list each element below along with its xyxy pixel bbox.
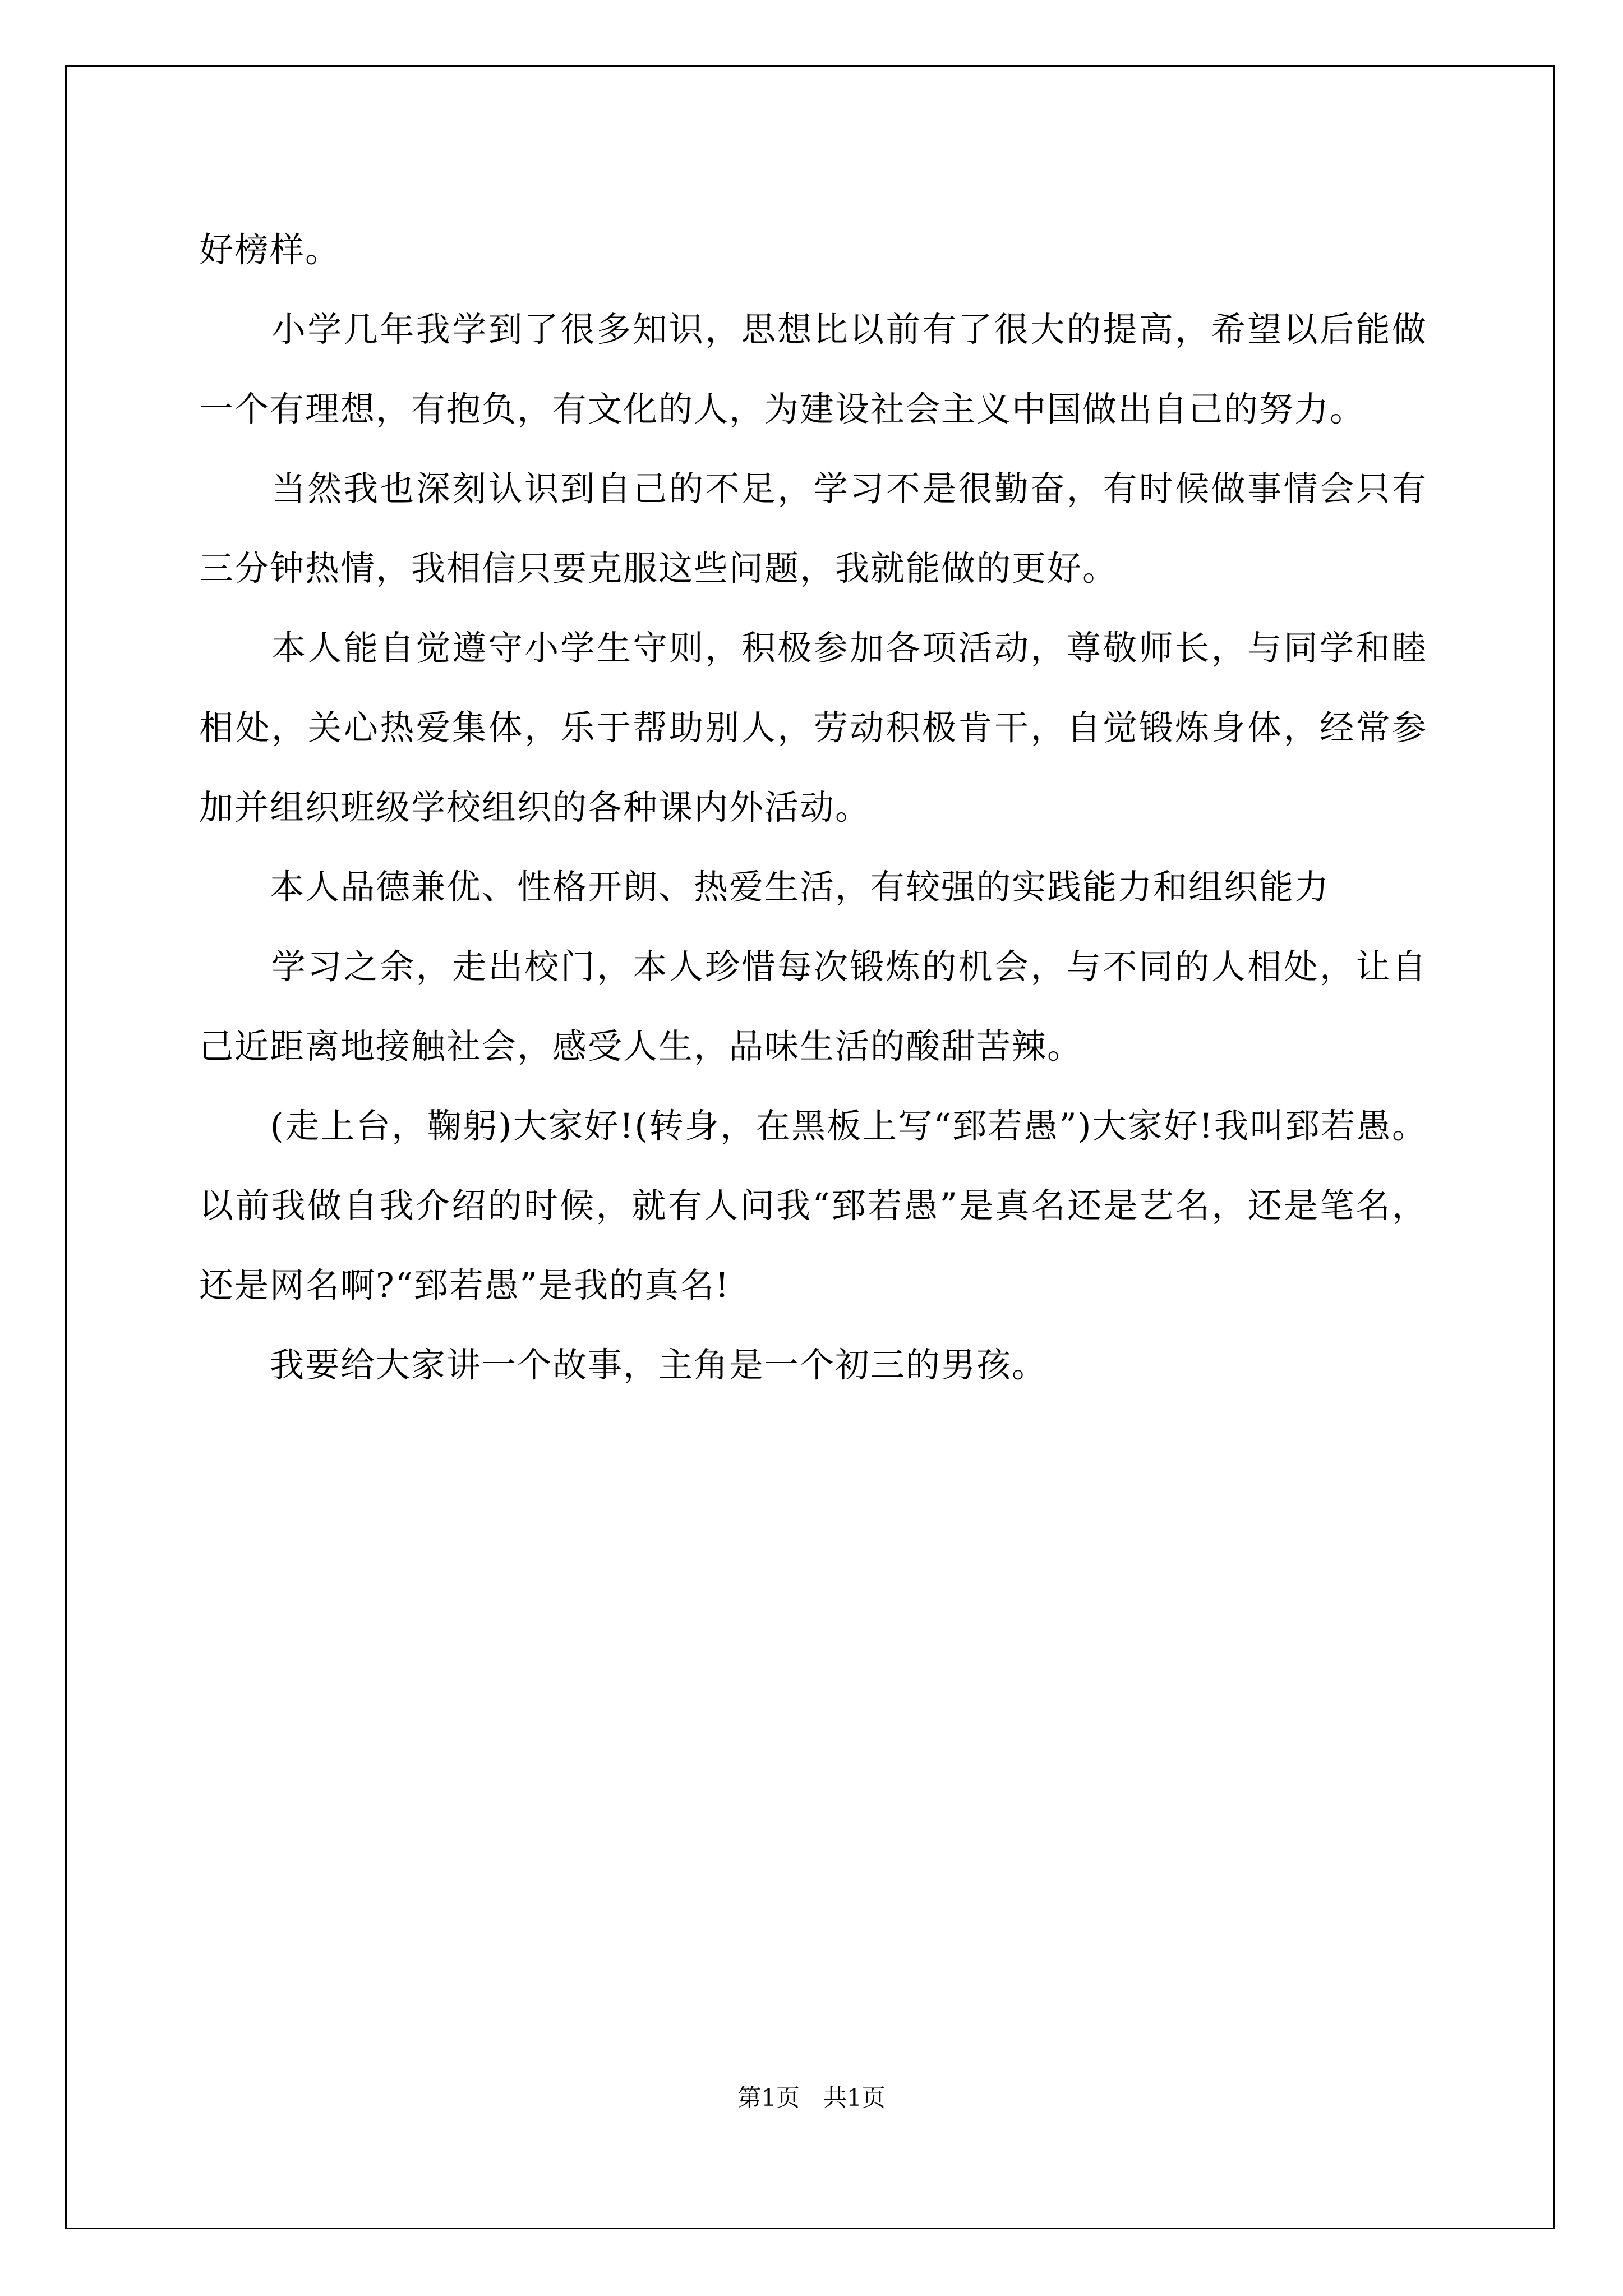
paragraph: (走上台，鞠躬)大家好!(转身，在黑板上写“郅若愚”)大家好!我叫郅若愚。以前我做自我介绍的时候，就有人问我“郅若愚”是真名还是艺名，还是笔名，还是网名啊?“郅若愚”是我的真名! <box>199 1106 1427 1305</box>
paragraph: 我要给大家讲一个故事，主角是一个初三的男孩。 <box>199 1345 1048 1385</box>
paragraph: 本人能自觉遵守小学生守则，积极参加各项活动，尊敬师长，与同学和睦相处，关心热爱集体，乐于帮助别人，劳动积极肯干，自觉锻炼身体，经常参加并组织班级学校组织的各种课内外活动。 <box>199 628 1427 827</box>
document-body <box>199 210 1427 1405</box>
paragraph: 当然我也深刻认识到自己的不足，学习不是很勤奋，有时候做事情会只有三分钟热情，我相信只要克服这些问题，我就能做的更好。 <box>199 469 1427 588</box>
paragraph: 学习之余，走出校门，本人珍惜每次锻炼的机会，与不同的人相处，让自己近距离地接触社会，感受人生，品味生活的酸甜苦辣。 <box>199 947 1427 1066</box>
paragraph: 小学几年我学到了很多知识，思想比以前有了很大的提高，希望以后能做一个有理想，有抱负，有文化的人，为建设社会主义中国做出自己的努力。 <box>199 310 1427 429</box>
page-number-footer: 第1页 共1页 <box>737 2084 886 2111</box>
paragraph: 好榜样。 <box>199 230 341 270</box>
paragraph: 本人品德兼优、性格开朗、热爱生活，有较强的实践能力和组织能力 <box>199 867 1330 907</box>
